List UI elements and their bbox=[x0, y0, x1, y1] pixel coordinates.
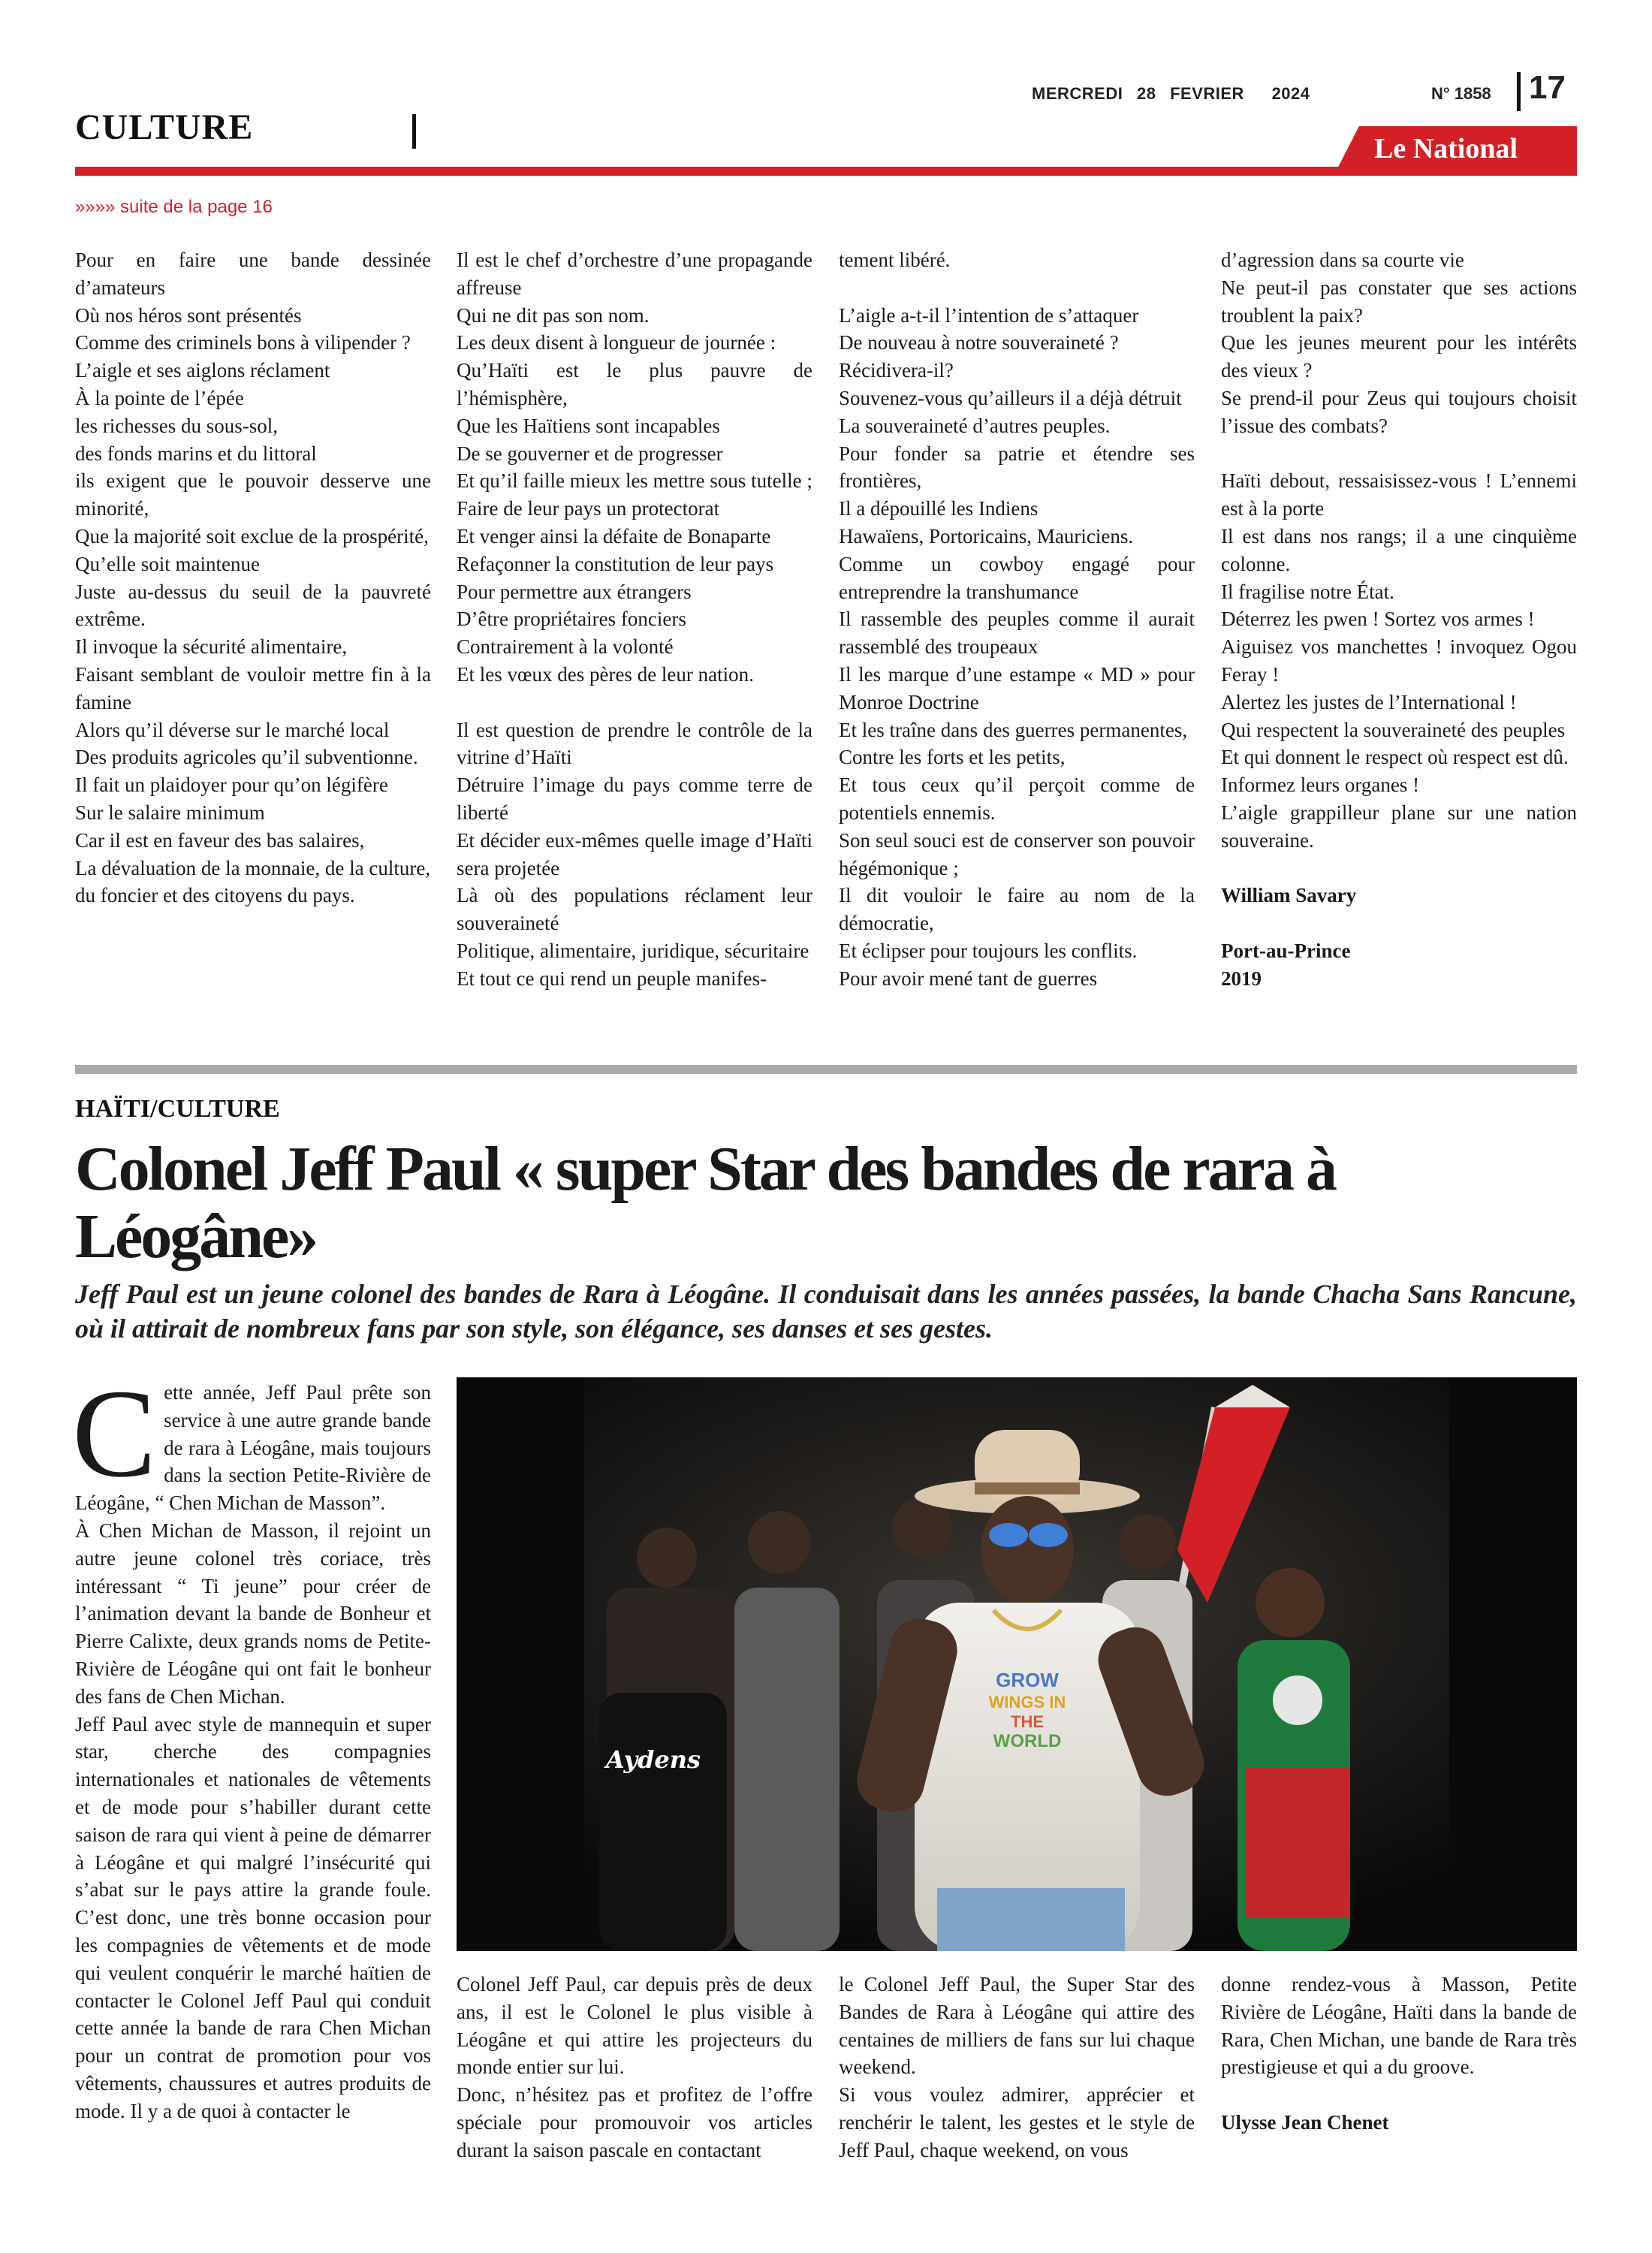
poem-line: Aiguisez vos manchettes ! invoquez Ogou Feray ! bbox=[1221, 635, 1577, 686]
poem-line: Informez leurs organes ! bbox=[1221, 774, 1420, 797]
shirt-print-line-1: GROW bbox=[996, 1669, 1059, 1691]
poem-author: William Savary bbox=[1221, 884, 1357, 907]
newspaper-name: Le National bbox=[1374, 133, 1518, 164]
drop-cap: C bbox=[72, 1364, 157, 1504]
poem-line: Et les traîne dans des guerres permanentes, bbox=[839, 718, 1188, 741]
poem-line: ils exigent que le pouvoir desserve une minorité, bbox=[75, 469, 431, 520]
article-column-2 bbox=[457, 1971, 812, 2164]
poem-line: L’aigle grappilleur plane sur une nation souveraine. bbox=[1221, 801, 1577, 852]
page-number: 17 bbox=[1529, 69, 1566, 106]
article-column-3 bbox=[839, 1971, 1195, 2164]
article-photo bbox=[457, 1377, 1577, 1951]
poem-line: Sur le salaire minimum bbox=[75, 801, 265, 824]
poem-column-1 bbox=[75, 246, 431, 909]
poem-line: Refaçonner la constitution de leur pays bbox=[457, 552, 774, 575]
poem-line: Et qui donnent le respect où respect est dû. bbox=[1221, 746, 1569, 769]
poem-line: Déterrez les pwen ! Sortez vos armes ! bbox=[1221, 608, 1535, 631]
poem-line: Qu’Haïti est le plus pauvre de l’hémisphère, bbox=[457, 359, 812, 409]
poem-line: Qui respectent la souveraineté des peuples bbox=[1221, 718, 1566, 741]
poem-line: Ne peut-il pas constater que ses actions troublent la paix? bbox=[1221, 276, 1577, 327]
poem-line: Il est le chef d’orchestre d’une propagande affreuse bbox=[457, 249, 812, 299]
article-paragraph: Donc, n’hésitez pas et profitez de l’offre spéciale pour promouvoir vos articles durant la saison pascale en contactant bbox=[457, 2083, 812, 2161]
tshirt-brand-print: Aydens bbox=[605, 1745, 701, 1774]
poem-line: Il les marque d’une estampe « MD » pour Monroe Doctrine bbox=[839, 662, 1195, 713]
section-divider bbox=[412, 114, 416, 149]
poem-line bbox=[839, 274, 1195, 302]
issue-date: MERCREDI 28 FEVRIER 2024 bbox=[1032, 84, 1310, 103]
poem-line: Alertez les justes de l’International ! bbox=[1221, 690, 1517, 713]
poem-line: De nouveau à notre souveraineté ? bbox=[839, 331, 1119, 354]
poem-line: D’être propriétaires fonciers bbox=[457, 608, 686, 631]
poem-line: Juste au-dessus du seuil de la pauvreté extrême. bbox=[75, 580, 431, 631]
poem-line: Souvenez-vous qu’ailleurs il a déjà détruit bbox=[839, 386, 1182, 409]
article-column-4 bbox=[1221, 1971, 1577, 2137]
shirt-print-line-3: THE bbox=[1011, 1712, 1044, 1731]
poem-line: les richesses du sous-sol, bbox=[75, 414, 278, 437]
poem-line: De se gouverner et de progresser bbox=[457, 442, 723, 465]
poem-line: L’aigle a-t-il l’intention de s’attaquer bbox=[839, 303, 1139, 327]
poem-line: Il est dans nos rangs; il a une cinquième colonne. bbox=[1221, 524, 1577, 575]
poem-line: Détruire l’image du pays comme terre de liberté bbox=[457, 774, 812, 824]
poem-line: Récidivera-il? bbox=[839, 359, 954, 382]
poem-line: Que les Haïtiens sont incapables bbox=[457, 414, 720, 437]
poem-line: Il fragilise notre État. bbox=[1221, 580, 1394, 603]
header-divider bbox=[1517, 72, 1521, 111]
continued-from-label: »»»» suite de la page 16 bbox=[75, 197, 273, 217]
article-paragraph: Jeff Paul avec style de mannequin et super star, cherche des compagnies internationales et nationales de vêtements et de mode pour s’habiller durant cette saison de rara qui vient à peine de démarrer à Léogâne et qui malgré l’insécurité qui s’abat sur le pays attire la grande foule. C’est donc, une très bonne occasion pour les compagnies de vêtements et de mode qui veulent conquérir le marché haïtien de contacter le Colonel Jeff Paul qui conduit cette année la bande de rara Chen Michan pour un contrat de promotion pour vos vêtements, chaussures et autres produits de mode. Il y a de quoi à contacter le bbox=[75, 1712, 431, 2122]
poem-line: Pour permettre aux étrangers bbox=[457, 580, 692, 603]
poem-line: Il fait un plaidoyer pour qu’on légifère bbox=[75, 774, 388, 797]
section-separator bbox=[75, 1065, 1577, 1074]
poem-line: Et les vœux des pères de leur nation. bbox=[457, 662, 754, 686]
poem-place: Port-au-Prince bbox=[1221, 939, 1351, 962]
article-paragraph: À Chen Michan de Masson, il rejoint un autre jeune colonel très coriace, très intéressant “ Ti jeune” pour créer de l’animation devant la bande de Bonheur et Pierre Calixte, deux grands noms de Petite-Rivière de Léogâne qui ont fait le bonheur des fans de Chen Michan. bbox=[75, 1519, 431, 1708]
article-paragraph: le Colonel Jeff Paul, the Super Star des Bandes de Rara à Léogâne qui attire des centaines de milliers de fans sur lui chaque weekend. bbox=[839, 1973, 1195, 2079]
poem-line: Et tous ceux qu’il perçoit comme de potentiels ennemis. bbox=[839, 774, 1195, 824]
poem-line: Et éclipser pour toujours les conflits. bbox=[839, 939, 1138, 962]
article-kicker: HAÏTI/CULTURE bbox=[75, 1095, 280, 1123]
poem-line: Faisant semblant de vouloir mettre fin à la famine bbox=[75, 662, 431, 713]
section-title: CULTURE bbox=[75, 107, 254, 147]
poem-line: Et qu’il faille mieux les mettre sous tutelle ; bbox=[457, 469, 812, 493]
poem-line: Faire de leur pays un protectorat bbox=[457, 497, 720, 520]
poem-line: Se prend-il pour Zeus qui toujours choisit l’issue des combats? bbox=[1221, 386, 1577, 437]
poem-line: La souveraineté d’autres peuples. bbox=[839, 414, 1111, 437]
poem-line: Pour fonder sa patrie et étendre ses frontières, bbox=[839, 442, 1195, 493]
issue-number: N° 1858 bbox=[1431, 84, 1491, 103]
poem-line bbox=[457, 689, 812, 716]
shirt-print-line-2: WINGS IN bbox=[988, 1693, 1066, 1712]
poem-line: Il a dépouillé les Indiens bbox=[839, 497, 1039, 520]
poem-line: du foncier et des citoyens du pays. bbox=[75, 884, 355, 907]
poem-line: Il dit vouloir le faire au nom de la démocratie, bbox=[839, 884, 1195, 935]
poem-line: Il rassemble des peuples comme il aurait rassemblé des troupeaux bbox=[839, 608, 1195, 659]
poem-line: Il est question de prendre le contrôle de la vitrine d’Haïti bbox=[457, 718, 812, 769]
article-author: Ulysse Jean Chenet bbox=[1221, 2110, 1389, 2134]
poem-line: Et tout ce qui rend un peuple manifes- bbox=[457, 967, 767, 990]
poem-column-4 bbox=[1221, 246, 1577, 993]
article-paragraph: donne rendez-vous à Masson, Petite Rivière de Léogâne, Haïti dans la bande de Rara, Chen Michan, une bande de Rara très prestigieuse et qui a du groove. bbox=[1221, 1973, 1577, 2079]
poem-line: Des produits agricoles qu’il subventionne. bbox=[75, 746, 418, 769]
poem-line: Il invoque la sécurité alimentaire, bbox=[75, 635, 348, 659]
article-paragraph: Si vous voulez admirer, apprécier et renchérir le talent, les gestes et le style de Jeff Paul, chaque weekend, on vous bbox=[839, 2083, 1195, 2161]
poem-line: Qui ne dit pas son nom. bbox=[457, 303, 650, 327]
poem-column-2 bbox=[457, 246, 812, 993]
poem-line: Et venger ainsi la défaite de Bonaparte bbox=[457, 524, 771, 547]
poem-line: tement libéré. bbox=[839, 249, 951, 271]
poem-line: Comme des criminels bons à vilipender ? bbox=[75, 331, 411, 354]
article-standfirst: Jeff Paul est un jeune colonel des bandes de Rara à Léogâne. Il conduisait dans les années passées, la bande Chacha Sans Rancune, où il attirait de nombreux fans par son style, son élégance, ses danses et ses gestes. bbox=[75, 1279, 1577, 1344]
poem-line: Où nos héros sont présentés bbox=[75, 303, 302, 327]
poem-line: Pour avoir mené tant de guerres bbox=[839, 967, 1098, 990]
poem-line: Son seul souci est de conserver son pouvoir hégémonique ; bbox=[839, 828, 1195, 879]
poem-line: Contrairement à la volonté bbox=[457, 635, 674, 659]
article-column-1 bbox=[72, 1364, 431, 2125]
poem-line: Alors qu’il déverse sur le marché local bbox=[75, 718, 390, 741]
shirt-print-line-4: WORLD bbox=[993, 1731, 1062, 1751]
poem-line: Là où des populations réclament leur souveraineté bbox=[457, 884, 812, 935]
poem-column-3 bbox=[839, 246, 1195, 993]
poem-line: La dévaluation de la monnaie, de la culture, bbox=[75, 856, 431, 879]
poem-line: Que les jeunes meurent pour les intérêts des vieux ? bbox=[1221, 331, 1577, 382]
article-paragraph: Colonel Jeff Paul, car depuis près de deux ans, il est le Colonel le plus visible à Léogâne et qui attire les projecteurs du monde entier sur lui. bbox=[457, 1973, 812, 2079]
poem-year: 2019 bbox=[1221, 967, 1262, 990]
poem-line: Comme un cowboy engagé pour entreprendre la transhumance bbox=[839, 552, 1195, 603]
poem-line: Politique, alimentaire, juridique, sécuritaire bbox=[457, 939, 809, 962]
article-paragraph: ette année, Jeff Paul prête son service à une autre grande bande de rara à Léogâne, mais toujours dans la section Petite-Rivière de Léogâne, “ Chen Michan de Masson”. bbox=[75, 1381, 431, 1515]
poem-line: L’aigle et ses aiglons réclament bbox=[75, 359, 330, 382]
poem-line: Haïti debout, ressaisissez-vous ! L’ennemi est à la porte bbox=[1221, 469, 1577, 520]
article-headline: Colonel Jeff Paul « super Star des bandes de rara à Léogâne» bbox=[75, 1134, 1335, 1271]
poem-line: d’agression dans sa courte vie bbox=[1221, 249, 1464, 271]
poem-line: Que la majorité soit exclue de la prospérité, bbox=[75, 524, 429, 547]
poem-line: Pour en faire une bande dessinée d’amateurs bbox=[75, 249, 431, 299]
poem-line: Contre les forts et les petits, bbox=[839, 746, 1066, 769]
poem-line: Hawaïens, Portoricains, Mauriciens. bbox=[839, 524, 1134, 547]
poem-line bbox=[1221, 440, 1577, 468]
poem-line: À la pointe de l’épée bbox=[75, 386, 244, 409]
poem-line: Car il est en faveur des bas salaires, bbox=[75, 828, 365, 852]
poem-line: Et décider eux-mêmes quelle image d’Haïti sera projetée bbox=[457, 828, 812, 879]
poem-line: Les deux disent à longueur de journée : bbox=[457, 331, 776, 354]
poem-line: des fonds marins et du littoral bbox=[75, 442, 317, 465]
poem-line: Qu’elle soit maintenue bbox=[75, 552, 260, 575]
